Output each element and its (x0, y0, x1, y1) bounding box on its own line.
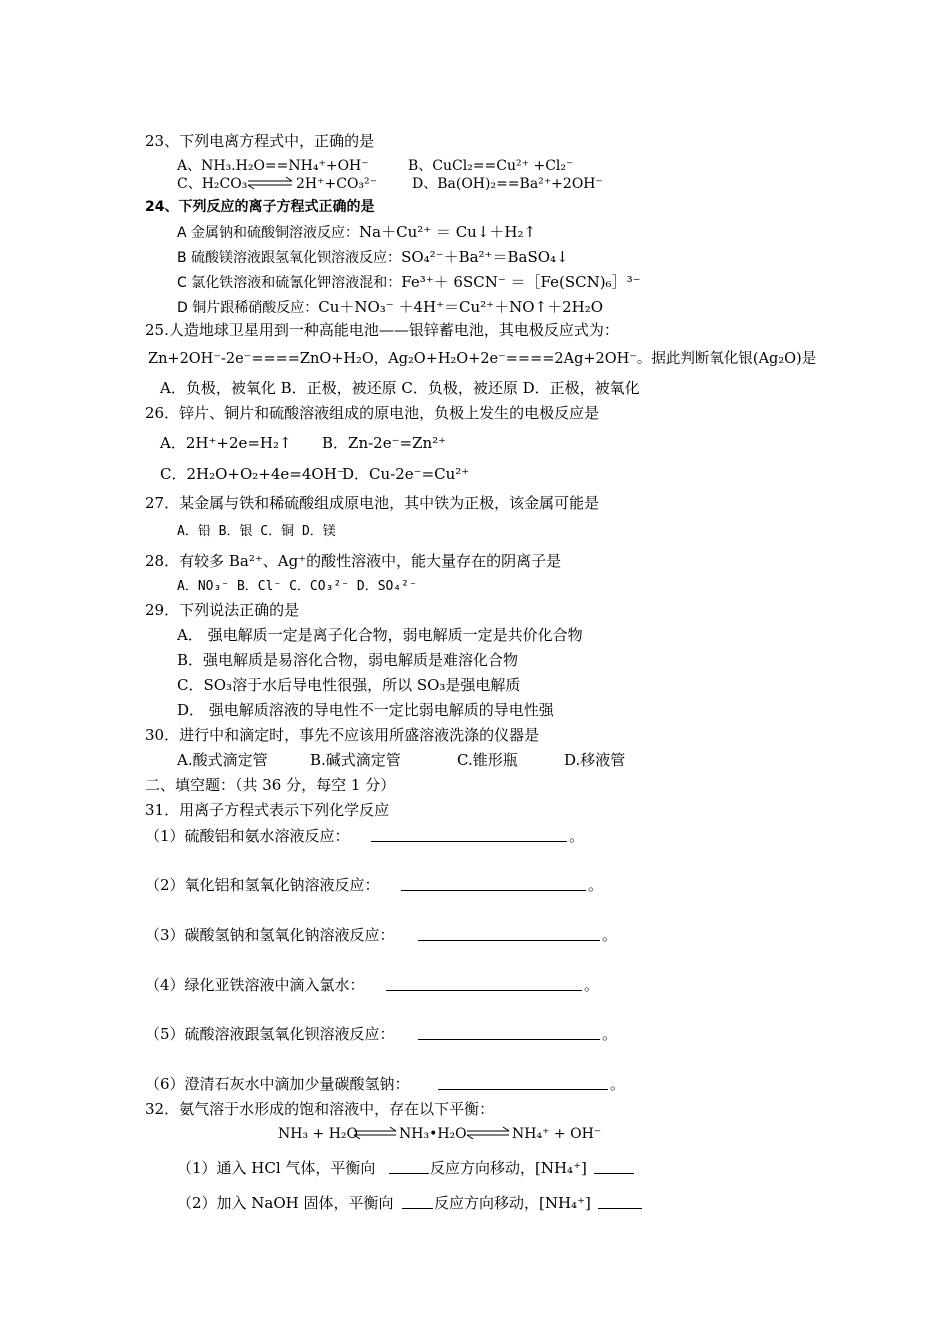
q29-option-c: C．SO₃溶于水后导电性很强，所以 SO₃是强电解质 (177, 676, 521, 694)
q24-option-c-label: C 氯化铁溶液和硫氰化钾溶液混和： (177, 275, 402, 291)
q31-period-6: 。 (610, 1075, 626, 1093)
q30-option-c: C.锥形瓶 (457, 751, 518, 769)
equilibrium-arrow-icon (246, 176, 294, 190)
q31-period-5: 。 (602, 1025, 618, 1043)
answer-blank-10[interactable] (598, 1194, 642, 1209)
q32-eq-intermediate: NH₃•H₂O (399, 1126, 467, 1142)
q24-option-d-eq: Cu＋NO₃⁻ ＋4H⁺＝Cu²⁺＋NO↑＋2H₂O (318, 298, 604, 316)
q26-title: 26．锌片、铜片和硫酸溶液组成的原电池，负极上发生的电极反应是 (145, 404, 600, 422)
q23-option-c-left: C、H₂CO₃ (177, 176, 248, 192)
q27-title: 27．某金属与铁和稀硫酸组成原电池，其中铁为正极，该金属可能是 (145, 494, 600, 512)
answer-blank-1[interactable] (371, 827, 567, 842)
q25-title: 25.人造地球卫星用到一种高能电池——银锌蓄电池，其电极反应式为： (145, 321, 619, 339)
q32-title: 32．氨气溶于水形成的饱和溶液中，存在以下平衡： (145, 1100, 495, 1118)
q32-eq-products: NH₄⁺ + OH⁻ (512, 1126, 602, 1142)
q30-option-b: B.碱式滴定管 (310, 751, 401, 769)
q26-option-d: D．Cu-2e⁻=Cu²⁺ (342, 465, 470, 483)
q32-sub2-text-b: 反应方向移动，[NH₄⁺] (434, 1194, 591, 1212)
q32-sub1-text-a: （1）通入 HCl 气体，平衡向 (177, 1159, 376, 1177)
q31-item-2: （2）氧化铝和氢氧化钠溶液反应： (145, 876, 380, 894)
answer-blank-6[interactable] (438, 1075, 608, 1090)
q28-title: 28．有较多 Ba²⁺、Ag⁺的酸性溶液中，能大量存在的阴离子是 (145, 552, 562, 570)
q24-option-b-eq: SO₄²⁻＋Ba²⁺＝BaSO₄↓ (401, 248, 569, 266)
q24-option-a-label: A 金属钠和硫酸铜溶液反应： (177, 225, 360, 241)
q24-option-b-label: B 硫酸镁溶液跟氢氧化钡溶液反应： (177, 250, 402, 266)
answer-blank-5[interactable] (418, 1025, 600, 1040)
q27-options: A．铅 B．银 C．铜 D．镁 (177, 524, 336, 539)
equilibrium-arrow-icon (465, 1126, 511, 1140)
q31-item-3: （3）碳酸氢钠和氢氧化钠溶液反应： (145, 926, 395, 944)
q30-option-a: A.酸式滴定管 (177, 751, 268, 769)
q23-option-d: D、Ba(OH)₂==Ba²⁺+2OH⁻ (412, 176, 603, 192)
q32-sub1-text-b: 反应方向移动，[NH₄⁺] (430, 1159, 587, 1177)
q23-option-b: B、CuCl₂==Cu²⁺ +Cl₂⁻ (408, 158, 574, 174)
q31-period-4: 。 (584, 976, 600, 994)
q26-option-a: A．2H⁺+2e=H₂↑ (160, 434, 292, 452)
q31-item-5: （5）硫酸溶液跟氢氧化钡溶液反应： (145, 1025, 395, 1043)
q29-option-b: B．强电解质是易溶化合物，弱电解质是难溶化合物 (177, 651, 519, 669)
q32-eq-reactants: NH₃ + H₂O (278, 1126, 359, 1142)
q29-option-a: A． 强电解质一定是离子化合物，弱电解质一定是共价化合物 (177, 626, 583, 644)
q25-equation: Zn+2OH⁻-2e⁻====ZnO+H₂O，Ag₂O+H₂O+2e⁻====2Ag+2OH⁻。据此判断氧化银(Ag₂O)是 (148, 351, 817, 367)
q31-item-1: （1）硫酸铝和氨水溶液反应： (145, 827, 350, 845)
q26-option-c: C．2H₂O+O₂+4e=4OH⁻ (160, 465, 345, 483)
q32-sub2-text-a: （2）加入 NaOH 固体，平衡向 (177, 1194, 394, 1212)
q31-item-4: （4）绿化亚铁溶液中滴入氯水： (145, 976, 365, 994)
equilibrium-arrow-icon (352, 1126, 398, 1140)
section-heading: 二、填空题：（共 36 分，每空 1 分） (145, 776, 396, 794)
q25-options: A．负极，被氧化 B．正极，被还原 C．负极，被还原 D．正极，被氧化 (160, 379, 640, 397)
q31-period-2: 。 (588, 876, 604, 894)
q24-option-d-label: D 铜片跟稀硝酸反应： (177, 300, 319, 316)
q30-option-d: D.移液管 (564, 751, 626, 769)
answer-blank-9[interactable] (402, 1194, 433, 1209)
q31-item-6: （6）澄清石灰水中滴加少量碳酸氢钠： (145, 1075, 410, 1093)
q29-option-d: D． 强电解质溶液的导电性不一定比弱电解质的导电性强 (177, 701, 554, 719)
q24-title: 24、下列反应的离子方程式正确的是 (145, 199, 375, 215)
q31-period-3: 。 (602, 926, 618, 944)
answer-blank-4[interactable] (386, 976, 582, 991)
q29-title: 29．下列说法正确的是 (145, 601, 300, 619)
answer-blank-3[interactable] (418, 926, 600, 941)
q31-title: 31．用离子方程式表示下列化学反应 (145, 801, 390, 819)
q23-option-a: A、NH₃.H₂O==NH₄⁺+OH⁻ (177, 158, 369, 174)
q24-option-c-eq: Fe³⁺＋ 6SCN⁻ ＝［Fe(SCN)₆］³⁻ (401, 273, 641, 291)
q30-title: 30．进行中和滴定时，事先不应该用所盛溶液洗涤的仪器是 (145, 726, 540, 744)
q26-option-b: B．Zn-2e⁻=Zn²⁺ (322, 434, 447, 452)
answer-blank-2[interactable] (401, 876, 586, 891)
q24-option-a-eq: Na＋Cu²⁺ ＝ Cu↓＋H₂↑ (359, 223, 537, 241)
answer-blank-8[interactable] (594, 1159, 634, 1174)
q31-period-1: 。 (569, 827, 585, 845)
answer-blank-7[interactable] (389, 1159, 429, 1174)
q28-options: A．NO₃⁻ B．Cl⁻ C．CO₃²⁻ D．SO₄²⁻ (177, 579, 417, 594)
q23-option-c-right: 2H⁺+CO₃²⁻ (296, 176, 378, 192)
q23-title: 23、下列电离方程式中，正确的是 (145, 132, 375, 150)
